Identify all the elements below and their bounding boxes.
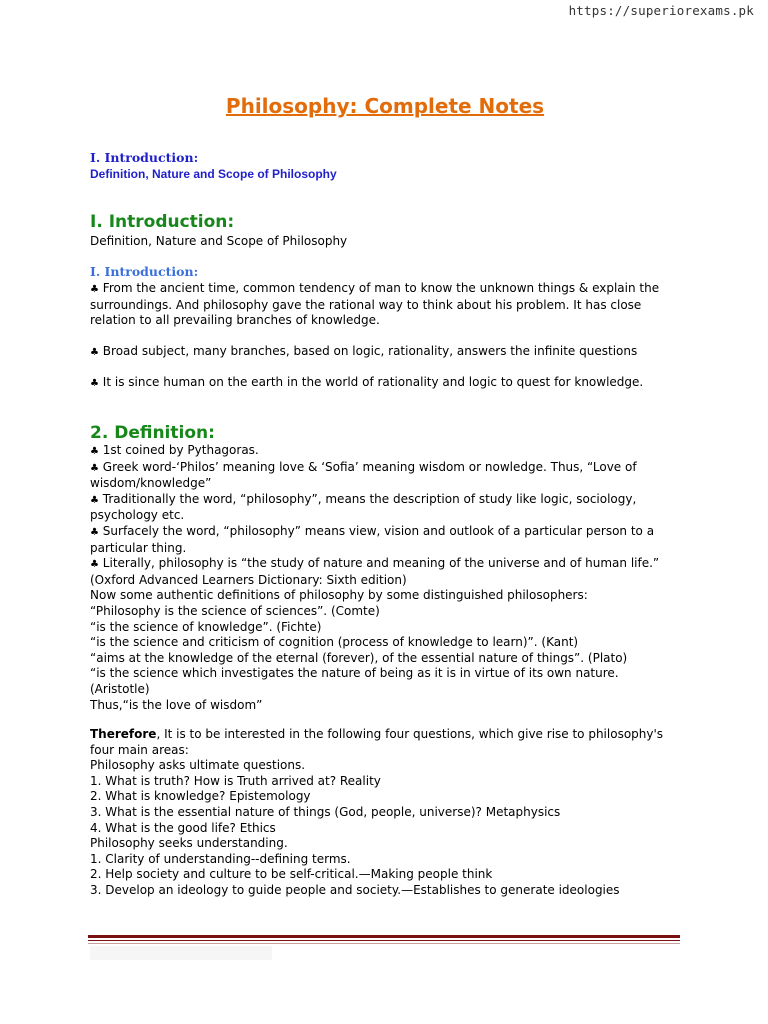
definition-line: “aims at the knowledge of the eternal (forever), of the essential nature of things”. (Plato) [90, 650, 628, 665]
therefore-text: , It is to be interested in the following four questions, which give rise to philosophy's four main areas: [90, 727, 664, 757]
club-bullet-icon: ♣ [90, 284, 99, 295]
question-line: 2. What is knowledge? Epistemology [90, 789, 311, 804]
bullet-text: Literally, philosophy is “the study of nature and meaning of the universe and of human life.” (Oxford Advanced Learners Dictionary: Sixth edition) [90, 556, 660, 587]
footer-rule-thin [88, 940, 680, 941]
question-line: Philosophy asks ultimate questions. [90, 758, 306, 773]
bullet-text: It is since human on the earth in the world of rationality and logic to quest for knowledge. [102, 375, 644, 389]
therefore-paragraph [90, 727, 680, 899]
section1-subheading: I. Introduction: [90, 264, 199, 279]
club-bullet-icon: ♣ [90, 526, 99, 538]
bullet-text: Greek word-‘Philos’ meaning love & ‘Sofia’ meaning wisdom or nowledge. Thus, “Love of wisdom/knowledge” [90, 459, 637, 491]
document-title: Philosophy: Complete Notes [225, 94, 545, 118]
table-of-contents [90, 150, 337, 182]
therefore-bold: Therefore [90, 727, 157, 741]
footer-block [90, 946, 272, 960]
footer-rule-faint [88, 943, 680, 944]
question-line: 2. Help society and culture to be self-critical.—Making people think [90, 867, 493, 882]
club-bullet-icon: ♣ [90, 347, 99, 358]
section1-bullet [90, 375, 680, 392]
bullet-text: Broad subject, many branches, based on logic, rationality, answers the infinite questions [102, 344, 638, 358]
definition-line: Now some authentic definitions of philosophy by some distinguished philosophers: [90, 588, 588, 603]
definition-line: “Philosophy is the science of sciences”. (Comte) [90, 603, 380, 618]
question-line: 3. What is the essential nature of things (God, people, universe)? Metaphysics [90, 804, 561, 819]
bullet-text: From the ancient time, common tendency of man to know the unknown things & explain the surroundings. And philosophy gave the rational way to think about his problem. It has close relation to all prevailing branches of knowledge. [90, 281, 660, 328]
toc-item-definition-nature-scope[interactable]: Definition, Nature and Scope of Philosophy [90, 167, 337, 181]
definition-line: Thus,“is the love of wisdom” [90, 697, 263, 712]
bullet-text: Traditionally the word, “philosophy”, means the description of study like logic, sociology, psychology etc. [90, 491, 637, 523]
source-url: https://superiorexams.pk [568, 3, 754, 18]
question-line: 1. What is truth? How is Truth arrived at? Reality [90, 773, 381, 788]
question-line: 4. What is the good life? Ethics [90, 820, 276, 835]
club-bullet-icon: ♣ [90, 494, 99, 506]
bullet-text: 1st coined by Pythagoras. [102, 443, 259, 457]
section1-heading: I. Introduction: [90, 212, 235, 232]
definition-line: “is the science and criticism of cognition (process of knowledge to learn)”. (Kant) [90, 635, 579, 650]
bullet-text: Surfacely the word, “philosophy” means view, vision and outlook of a particular person to a particular thing. [90, 523, 655, 555]
question-line: 3. Develop an ideology to guide people and society.—Establishes to generate ideologies [90, 882, 620, 897]
definition-line: “is the science which investigates the nature of being as it is in virtue of its own nature. (Aristotle) [90, 666, 619, 696]
club-bullet-icon: ♣ [90, 378, 99, 389]
question-line: Philosophy seeks understanding. [90, 836, 288, 851]
question-line: 1. Clarity of understanding--defining terms. [90, 851, 351, 866]
section2-heading: 2. Definition: [90, 423, 215, 443]
definition-line: “is the science of knowledge”. (Fichte) [90, 619, 322, 634]
footer-rule [88, 935, 680, 938]
section1-subtitle [90, 234, 680, 250]
toc-item-introduction[interactable]: I. Introduction: [90, 150, 199, 165]
section2-body [90, 443, 680, 713]
club-bullet-icon: ♣ [90, 559, 99, 571]
section1-bullet [90, 281, 680, 329]
section1-subtitle-text: Definition, Nature and Scope of Philosophy [90, 234, 348, 248]
section1-bullet [90, 344, 680, 361]
club-bullet-icon: ♣ [90, 446, 99, 457]
club-bullet-icon: ♣ [90, 462, 99, 474]
